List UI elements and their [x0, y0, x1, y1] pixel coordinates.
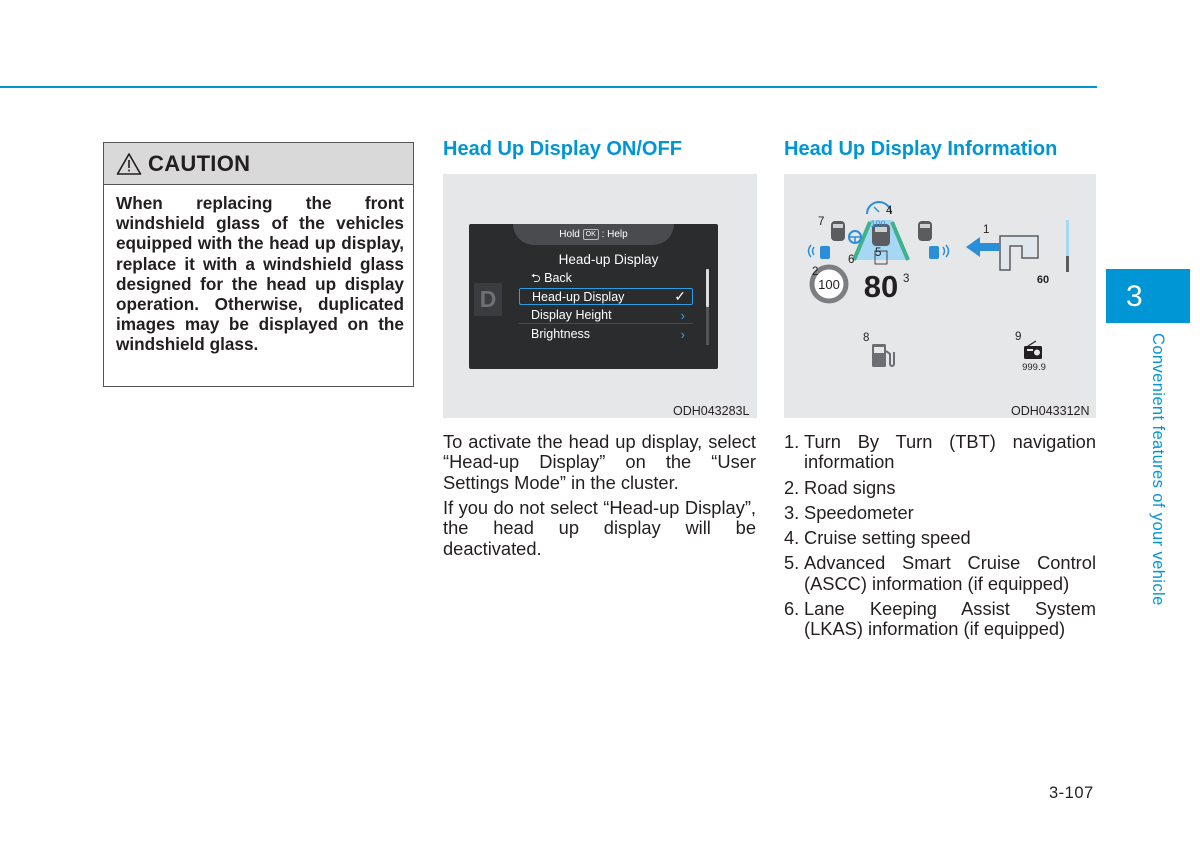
- check-icon: ✓: [674, 288, 686, 304]
- fuel-icon: [872, 344, 894, 367]
- list-text: Speedometer: [804, 501, 914, 523]
- callout-number: 6: [848, 254, 855, 266]
- cluster-help-label: : Help: [601, 229, 628, 240]
- figure-hud-information: [784, 174, 1096, 418]
- back-arrow-icon: ⮌: [531, 271, 541, 285]
- list-number: 2.: [784, 476, 800, 498]
- list-number: 1.: [784, 431, 800, 452]
- cluster-scrollbar-track: [706, 307, 709, 345]
- cluster-menu-label: Back: [544, 271, 572, 285]
- list-number: 6.: [784, 598, 800, 620]
- caution-text: When replacing the front windshield glass of the vehicles equipped with the head up display, replace it with a windshield glass designed for the head up display operation. Otherwise, duplicated images may be displayed on the windshield glass.: [116, 193, 404, 355]
- caution-title: CAUTION: [148, 150, 251, 176]
- cluster-scrollbar-thumb[interactable]: [706, 269, 709, 307]
- speedometer-value: 80: [863, 269, 899, 304]
- figure-code: ODH043312N: [1011, 404, 1090, 418]
- radio-frequency-value: 999.9: [1022, 362, 1046, 373]
- chapter-title: Convenient features of your vehicle: [1149, 333, 1167, 606]
- page-number: 3-107: [1049, 784, 1094, 802]
- cluster-help-bar: [513, 224, 674, 245]
- ok-button-icon: OK: [583, 229, 599, 240]
- blind-spot-car-icon: [918, 221, 932, 241]
- gear-indicator: D: [474, 283, 502, 316]
- hud-illustration: [784, 174, 1096, 418]
- list-item: [784, 599, 1096, 640]
- list-text: Turn By Turn (TBT) navigation information: [804, 431, 1096, 473]
- callout-number: 4: [886, 205, 893, 217]
- cluster-menu-label: Display Height: [531, 308, 612, 322]
- cluster-hold-label: Hold: [559, 229, 580, 240]
- heading-hud-information: Head Up Display Information: [784, 138, 1058, 160]
- cruise-speed-value: 100: [870, 219, 886, 229]
- list-text: Cruise setting speed: [804, 527, 971, 549]
- chapter-tab[interactable]: 3: [1106, 269, 1190, 323]
- header-rule: [0, 86, 1097, 88]
- list-text: Road signs: [804, 476, 896, 498]
- lane-keeping-icon: [849, 231, 861, 243]
- paragraph-activate: To activate the head up display, select “Head-up Display” on the “User Settings Mode” in the cluster.: [443, 431, 756, 493]
- list-text: Advanced Smart Cruise Control (ASCC) information (if equipped): [804, 552, 1096, 594]
- list-text: Lane Keeping Assist System (LKAS) information (if equipped): [804, 598, 1096, 640]
- callout-number: 9: [1015, 331, 1022, 343]
- cluster-menu-item-head-up-display[interactable]: [519, 288, 693, 305]
- callout-number: 1: [983, 224, 990, 236]
- cluster-menu-label: Head-up Display: [532, 290, 625, 304]
- chevron-right-icon: ›: [680, 308, 685, 323]
- callout-number: 7: [818, 216, 825, 228]
- turn-by-turn-icon: [966, 220, 1069, 272]
- cluster-menu-item-display-height[interactable]: [519, 307, 693, 324]
- warning-triangle-icon: [116, 152, 142, 176]
- paragraph-deactivate: If you do not select “Head-up Display”, the head up display will be deactivated.: [443, 497, 756, 559]
- radio-icon: [1024, 341, 1042, 359]
- cluster-menu-item-back[interactable]: [519, 270, 693, 287]
- chevron-right-icon: ›: [680, 327, 685, 342]
- list-number: 5.: [784, 552, 800, 574]
- callout-number: 3: [903, 273, 910, 285]
- callout-number: 2: [812, 266, 819, 278]
- caution-header: [104, 143, 413, 185]
- callout-number: 5: [875, 247, 882, 259]
- list-item: [784, 478, 1096, 498]
- cluster-menu-title: Head-up Display: [558, 252, 659, 267]
- cluster-screen: [469, 224, 718, 369]
- heading-hud-onoff: Head Up Display ON/OFF: [443, 138, 682, 160]
- list-item: [784, 528, 1096, 548]
- callout-number: 8: [863, 332, 870, 344]
- list-number: 4.: [784, 527, 800, 549]
- road-sign-value: 100: [818, 277, 840, 292]
- list-item: [784, 503, 1096, 523]
- cluster-menu-item-brightness[interactable]: [519, 326, 693, 343]
- list-item: [784, 432, 1096, 473]
- list-item: [784, 553, 1096, 594]
- cluster-menu-label: Brightness: [531, 327, 591, 341]
- figure-code: ODH043283L: [673, 404, 750, 418]
- distance-value: 60: [1036, 274, 1050, 286]
- list-number: 3.: [784, 501, 800, 523]
- caution-box: [103, 142, 414, 387]
- hud-info-list: [784, 432, 1096, 640]
- blind-spot-car-icon: [831, 221, 845, 241]
